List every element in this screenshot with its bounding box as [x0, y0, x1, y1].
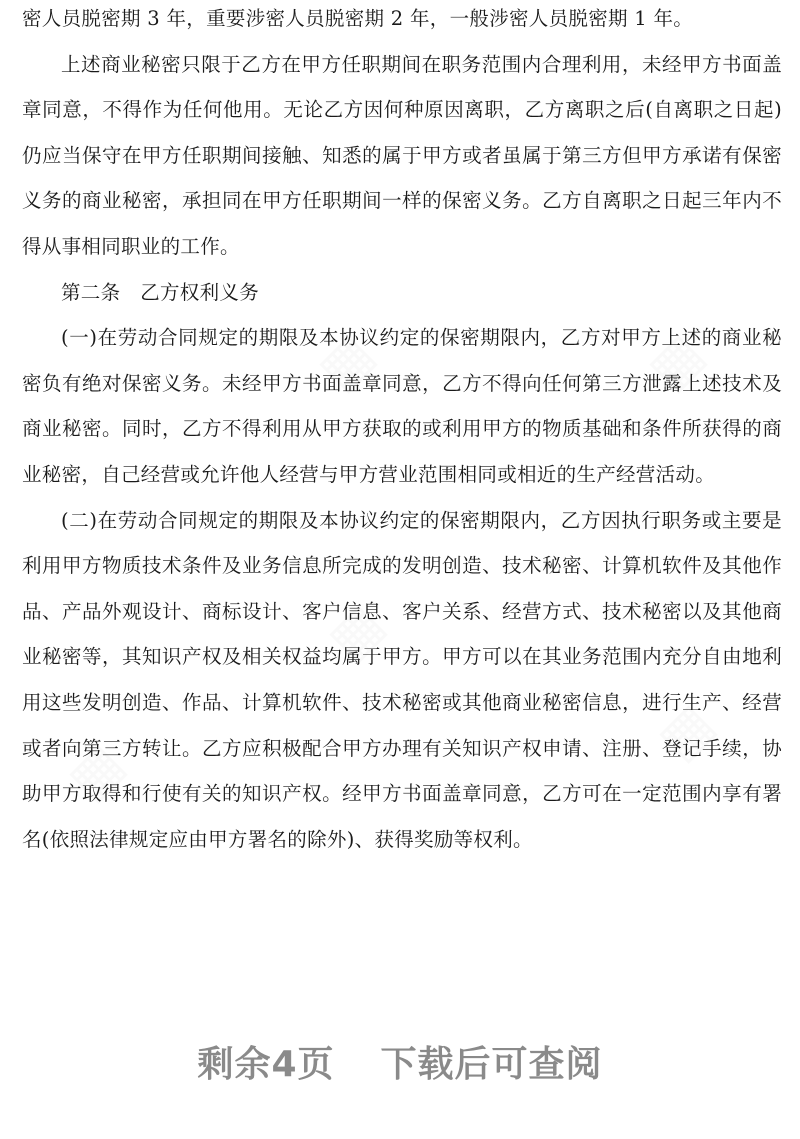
section-heading-article-2: 第二条 乙方权利义务 [61, 280, 260, 304]
paragraph-clause-1: (一)在劳动合同规定的期限及本协议约定的保密期限内，乙方对甲方上述的商业秘密负有绝对保密义务。未经甲方书面盖章同意，乙方不得向任何第三方泄露上述技术及商业秘密。同时，乙方不得利用从甲方获取的或利用甲方的物质基础和条件所获得的商业秘密，自己经营或允许他人经营与甲方营业范围相同或相近的生产经营活动。 [22, 326, 782, 486]
download-to-view-label: 下载后可查阅 [380, 1044, 603, 1085]
download-prompt-banner[interactable] [0, 1036, 800, 1087]
paragraph-clause-2: (二)在劳动合同规定的期限及本协议约定的保密期限内，乙方因执行职务或主要是利用甲方物质技术条件及业务信息所完成的发明创造、技术秘密、计算机软件及其他作品、产品外观设计、商标设计、客户信息、客户关系、经营方式、技术秘密以及其他商业秘密等，其知识产权及相关权益均属于甲方。甲方可以在其业务范围内充分自由地利用这些发明创造、作品、计算机软件、技术秘密或其他商业秘密信息，进行生产、经营或者向第三方转让。乙方应积极配合甲方办理有关知识产权申请、注册、登记手续，协助甲方取得和行使有关的知识产权。经甲方书面盖章同意，乙方可在一定范围内享有署名(依照法律规定应由甲方署名的除外)、获得奖励等权利。 [22, 508, 782, 851]
paragraph-1: 密人员脱密期 3 年，重要涉密人员脱密期 2 年，一般涉密人员脱密期 1 年。 [22, 7, 694, 30]
paragraph-2: 上述商业秘密只限于乙方在甲方任职期间在职务范围内合理利用，未经甲方书面盖章同意，不得作为任何他用。无论乙方因何种原因离职，乙方离职之后(自离职之日起)仍应当保守在甲方任职期间接触、知悉的属于甲方或者虽属于第三方但甲方承诺有保密义务的商业秘密，承担同在甲方任职期间一样的保密义务。乙方自离职之日起三年内不得从事相同职业的工作。 [22, 52, 782, 258]
document-body [22, 0, 782, 862]
remaining-pages-label: 剩余4页 [197, 1044, 335, 1085]
